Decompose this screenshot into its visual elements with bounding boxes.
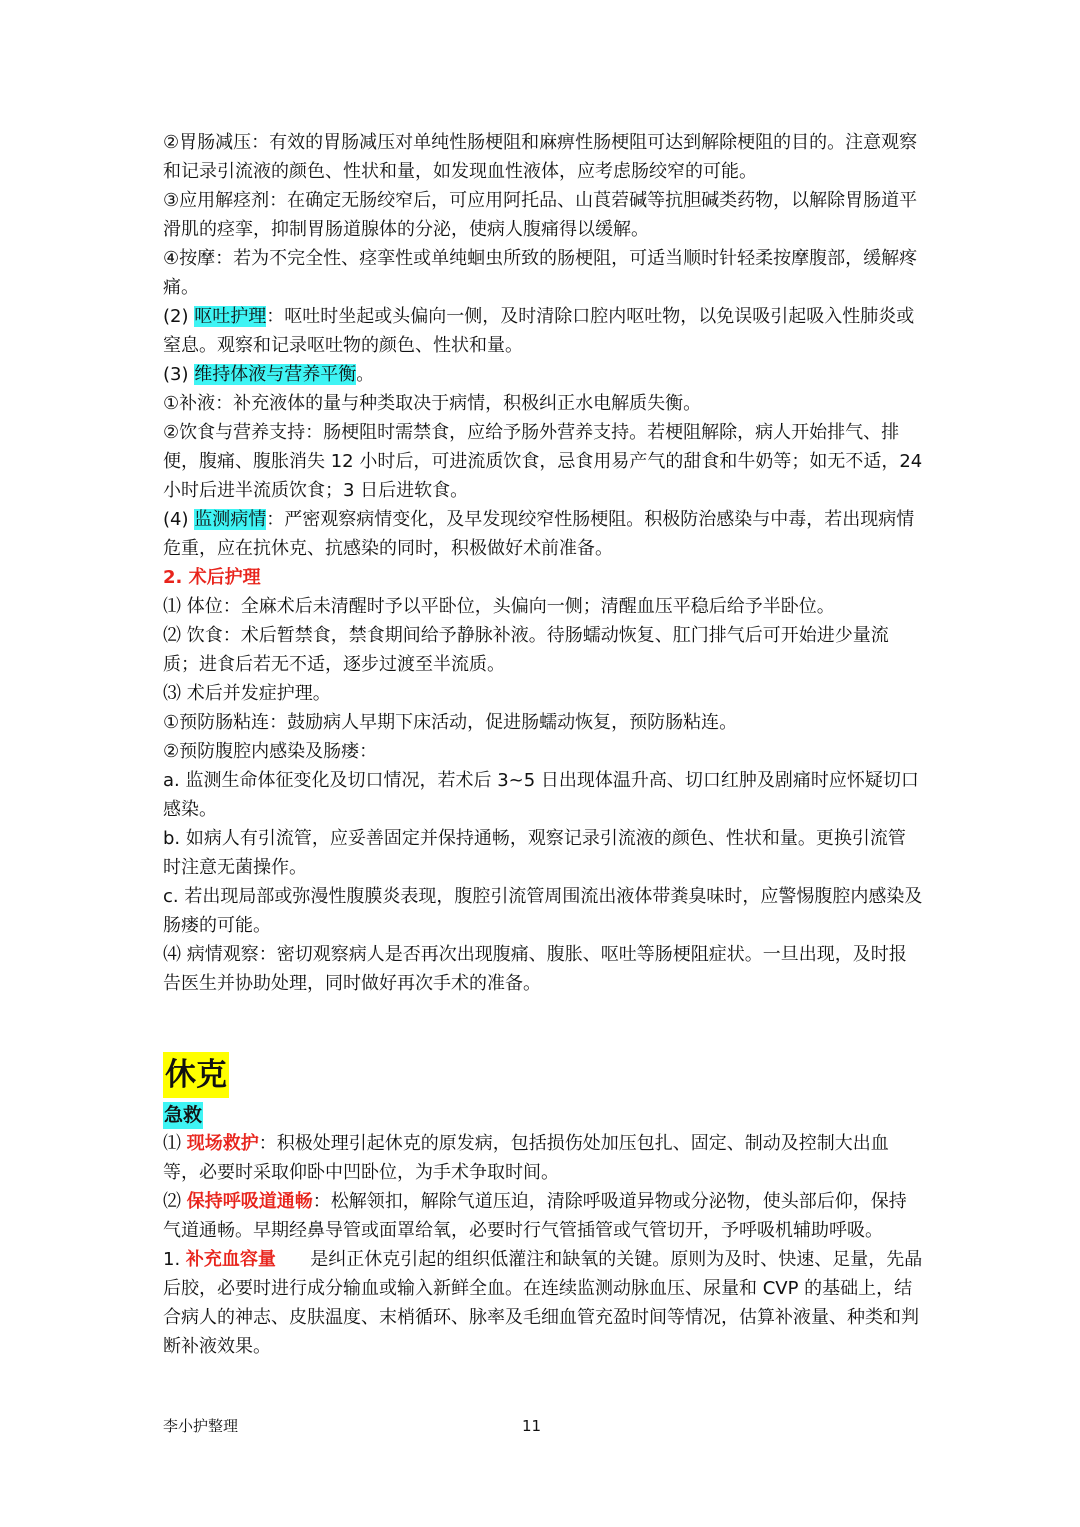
paragraph-text: 是纠正休克引起的组织低灌注和缺氧的关键。原则为及时、快速、足量，先晶后胶，必要时进行成分输血或输入新鲜全血。在连续监测动脉血压、尿量和 CVP 的基础上，结合病人的神志、皮肤温度、末梢循环、脉率及毛细血管充盈时间等情况，估算补液量、种类和判断补液效果。 (163, 1249, 923, 1357)
paragraph-item-b: b. 如病人有引流管，应妥善固定并保持通畅，观察记录引流液的颜色、性状和量。更换引流管时注意无菌操作。 (163, 828, 906, 878)
paragraph-fluid-balance (163, 360, 923, 389)
paragraph-fluid-replacement: ①补液：补充液体的量与种类取决于病情，积极纠正水电解质失衡。 (163, 393, 702, 414)
paragraph-onsite-rescue (163, 1129, 923, 1187)
paragraph-item-c: c. 若出现局部或弥漫性腹膜炎表现，腹腔引流管周围流出液体带粪臭味时，应警惕腹腔内感染及肠瘘的可能。 (163, 886, 923, 936)
item-number: ⑵ (163, 1191, 187, 1212)
paragraph-complications: ⑶ 术后并发症护理。 (163, 683, 331, 704)
paragraph-airway (163, 1187, 923, 1245)
item-number: (2) (163, 306, 195, 327)
section-spacer (163, 998, 923, 1052)
paragraph-text: ：积极处理引起休克的原发病，包括损伤处加压包扎、固定、制动及控制大出血等，必要时采取仰卧中凹卧位，为手术争取时间。 (163, 1133, 889, 1183)
item-number: (3) (163, 364, 195, 385)
paragraph-diet-support: ②饮食与营养支持：肠梗阻时需禁食，应给予肠外营养支持。若梗阻解除，病人开始排气、排便，腹痛、腹胀消失 12 小时后，可进流质饮食，忌食用易产气的甜食和牛奶等；如无不适，24 小时后进半流质饮食；3 日后进软食。 (163, 422, 923, 501)
item-number: (4) (163, 509, 195, 530)
paragraph-vomit-care (163, 302, 923, 360)
page-number: 11 (522, 1417, 542, 1435)
paragraph-volume (163, 1245, 923, 1361)
paragraph-text: ：呕吐时坐起或头偏向一侧，及时清除口腔内呕吐物，以免误吸引起吸入性肺炎或窒息。观察和记录呕吐物的颜色、性状和量。 (163, 306, 915, 356)
heading-postop-care: 2. 术后护理 (163, 567, 261, 588)
paragraph-adhesion: ①预防肠粘连：鼓励病人早期下床活动，促进肠蠕动恢复，预防肠粘连。 (163, 712, 738, 733)
highlight-monitor: 监测病情 (194, 509, 267, 530)
item-number: ⑴ (163, 1133, 187, 1154)
paragraph-massage: ④按摩：若为不完全性、痉挛性或单纯蛔虫所致的肠梗阻，可适当顺时针轻柔按摩腹部，缓解疼痛。 (163, 248, 918, 298)
paragraph-infection: ②预防腹腔内感染及肠瘘： (163, 741, 378, 762)
page-content (163, 128, 923, 1361)
paragraph-monitor (163, 505, 923, 563)
paragraph-gastro-decompression: ②胃肠减压：有效的胃肠减压对单纯性肠梗阻和麻痹性肠梗阻可达到解除梗阻的目的。注意观察和记录引流液的颜色、性状和量，如发现血性液体，应考虑肠绞窄的可能。 (163, 132, 918, 182)
paragraph-observation: ⑷ 病情观察：密切观察病人是否再次出现腹痛、腹胀、呕吐等肠梗阻症状。一旦出现，及时报告医生并协助处理，同时做好再次手术的准备。 (163, 944, 907, 994)
shock-section (163, 1052, 923, 1361)
paragraph-diet: ⑵ 饮食：术后暂禁食，禁食期间给予静脉补液。待肠蠕动恢复、肛门排气后可开始进少量流质；进食后若无不适，逐步过渡至半流质。 (163, 625, 889, 675)
paragraph-text: 。 (356, 364, 375, 385)
paragraph-text: ：松解领扣，解除气道压迫，清除呼吸道异物或分泌物，使头部后仰，保持气道通畅。早期经鼻导管或面罩给氧，必要时行气管插管或气管切开，予呼吸机辅助呼吸。 (163, 1191, 907, 1241)
paragraph-antispasmodic: ③应用解痉剂：在确定无肠绞窄后，可应用阿托品、山莨菪碱等抗胆碱类药物，以解除胃肠道平滑肌的痉挛，抑制胃肠道腺体的分泌，使病人腹痛得以缓解。 (163, 190, 918, 240)
item-number: 1. (163, 1249, 186, 1270)
red-term-volume: 补充血容量 (185, 1249, 276, 1270)
red-term-onsite-rescue: 现场救护 (186, 1133, 259, 1154)
highlight-vomit-care: 呕吐护理 (194, 306, 267, 327)
subsection-title-first-aid: 急救 (163, 1102, 203, 1129)
red-term-airway: 保持呼吸道通畅 (186, 1191, 313, 1212)
section-title-shock: 休克 (163, 1052, 229, 1098)
footer-author: 李小护整理 (163, 1417, 239, 1435)
paragraph-item-a: a. 监测生命体征变化及切口情况，若术后 3~5 日出现体温升高、切口红肿及剧痛时应怀疑切口感染。 (163, 770, 919, 820)
paragraph-text: ：严密观察病情变化，及早发现绞窄性肠梗阻。积极防治感染与中毒，若出现病情危重，应在抗休克、抗感染的同时，积极做好术前准备。 (163, 509, 915, 559)
paragraph-position: ⑴ 体位：全麻术后未清醒时予以平卧位，头偏向一侧；清醒血压平稳后给予半卧位。 (163, 596, 835, 617)
highlight-fluid-balance: 维持体液与营养平衡 (194, 364, 357, 385)
